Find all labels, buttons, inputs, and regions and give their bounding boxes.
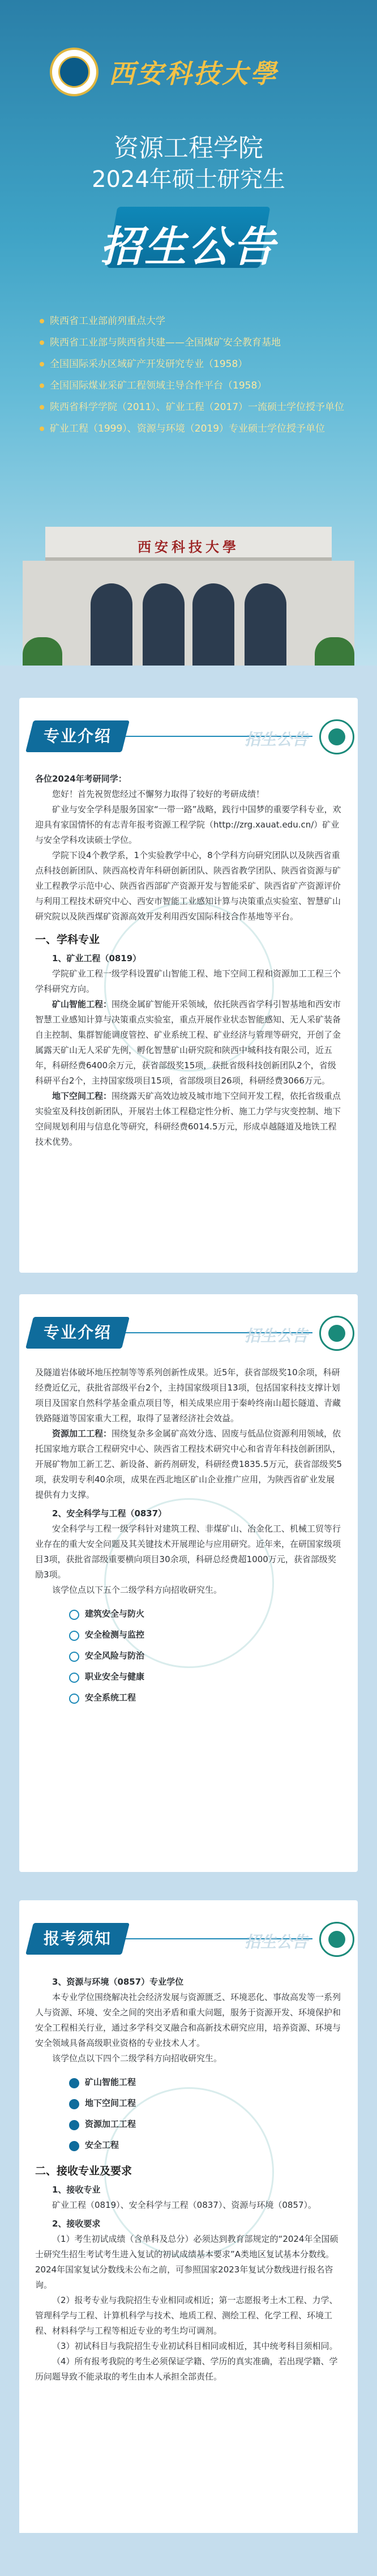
direction-label: 资源加工工程： bbox=[52, 1428, 112, 1439]
section-body bbox=[35, 1365, 343, 1714]
gate-body bbox=[23, 561, 354, 666]
paragraph: 矿业与安全学科是服务国家“一带一路”战略，践行中国梦的重要学科专业，欢迎具有家国情怀的有志青年报考资源工程学院（http://zrg.xauat.edu.cn/）矿业与安全学科攻读硕士学位。 bbox=[35, 804, 341, 845]
subheading: 2、接收要求 bbox=[52, 2219, 101, 2229]
paragraph: 矿业工程（0819）、安全科学与工程（0837）、资源与环境（0857）。 bbox=[52, 2200, 317, 2210]
page-footer-band bbox=[0, 2533, 377, 2576]
paragraph: 该学位点以下五个二级学科方向招收研究生。 bbox=[52, 1585, 222, 1595]
section-title: 专业介绍 bbox=[43, 1323, 112, 1342]
direction-label: 地下空间工程： bbox=[52, 1091, 112, 1101]
paragraph: 围绕复杂多金属矿高效分选、固废与低品位资源利用领域，依托国家地方联合工程研究中心、陕西省工程技术研究中心和省青年科技创新团队，开展矿物加工新工艺、新设备、新药剂研发，科研经费1835.5万元，获省部级奖5项，获发明专利40余项，成果在西北地区矿山企业推广应用，为陕西省矿业发展提供有力支撑。 bbox=[35, 1428, 342, 1500]
paragraph: 本专业学位围绕解决社会经济发展与资源匮乏、环境恶化、事故高发等一系列人与资源、环境、安全之间的突出矛盾和重大问题，服务于资源开发、环境保护和安全工程相关行业，通过多学科交叉融合和高新技术研究应用，培养资源、环境与安全领域具备高级职业资格的专业技术人才。 bbox=[35, 1992, 341, 2048]
heading: 一、学科专业 bbox=[35, 933, 100, 946]
list-item: 矿山智能工程 bbox=[69, 2072, 343, 2093]
college-badge-icon bbox=[319, 1316, 354, 1351]
list-item: 安全风险与防治 bbox=[69, 1645, 343, 1666]
gate-arch bbox=[143, 583, 185, 666]
hero-banner bbox=[0, 0, 377, 666]
honors-list bbox=[40, 310, 344, 440]
section-intro-card-2 bbox=[19, 1294, 358, 1872]
honor-item: 矿业工程（1999）、资源与环境（2019）专业硕士学位授予单位 bbox=[40, 418, 344, 440]
section-ghost-title: 招生公告 bbox=[245, 730, 309, 749]
section-body bbox=[35, 771, 343, 1150]
gate-arch bbox=[91, 583, 132, 666]
tree-icon bbox=[23, 637, 62, 666]
paragraph: （1）考生初试成绩（含单科及总分）必须达到教育部规定的“2024年全国硕士研究生招生考试考生进入复试的初试成绩基本要求”A类地区复试基本分数线。2024年国家复试分数线未公布之前，可参照国家2023年复试分数线进行报名咨询。 bbox=[35, 2234, 339, 2290]
direction-list bbox=[69, 2072, 343, 2156]
list-item: 职业安全与健康 bbox=[69, 1666, 343, 1687]
school-emblem-icon bbox=[50, 48, 98, 96]
section-header bbox=[29, 1923, 352, 1955]
section-ghost-title: 招生公告 bbox=[245, 1327, 309, 1345]
list-item: 地下空间工程 bbox=[69, 2093, 343, 2114]
section-requirements-card bbox=[19, 1900, 358, 2576]
tree-icon bbox=[315, 637, 354, 666]
honor-item: 全国国际煤业采矿工程领域主导合作平台（1958） bbox=[40, 375, 344, 396]
section-title: 报考须知 bbox=[43, 1929, 112, 1948]
hero-subtitle: 2024年硕士研究生 bbox=[92, 167, 285, 193]
paragraph: 学院矿业工程一级学科设置矿山智能工程、地下空间工程和资源加工工程三个学科研究方向。 bbox=[35, 969, 341, 994]
heading: 二、接收专业及要求 bbox=[35, 2165, 132, 2177]
paragraph: 围绕露天矿高效边坡及城市地下空间开发工程，依托省级重点实验室及科技创新团队，开展岩土体工程稳定性分析、施工力学与灾变控制、地下空间规划利用与信息化等研究，科研经费6014.5万元，形成卓越隧道及地铁工程技术优势。 bbox=[35, 1091, 341, 1147]
college-badge-icon bbox=[319, 719, 354, 754]
section-title: 专业介绍 bbox=[43, 727, 112, 745]
paragraph: 及隧道岩体破坏地压控制等等系列创新性成果。近5年，获省部级奖10余项，科研经费近亿元，获批省部级平台2个，主持国家级项目13项，包括国家科技支撑计划项目及国家自然科学基金重点项目等，相关成果应用于秦岭终南山超长隧道、青藏铁路隧道等国家重大工程，取得了显著经济社会效益。 bbox=[35, 1367, 341, 1423]
section-ghost-title: 招生公告 bbox=[245, 1933, 309, 1951]
section-intro-card bbox=[19, 698, 358, 1273]
school-name: 西安科技大學 bbox=[109, 58, 279, 89]
list-item: 资源加工工程 bbox=[69, 2114, 343, 2135]
subheading: 1、接收专业 bbox=[52, 2185, 101, 2195]
section-header bbox=[29, 1317, 352, 1349]
paragraph: （4）所有报考我院的考生必须保证学籍、学历的真实准确，若出现学籍、学历问题导致不能录取的考生由本人承担全部责任。 bbox=[35, 2356, 338, 2382]
section-header bbox=[29, 720, 352, 752]
direction-list bbox=[69, 1603, 343, 1708]
paragraph: 学院下设4个教学系，1个实验教学中心，8个学科方向研究团队以及陕西省重点科技创新团队、陕西高校青年科研创新团队、陕西省教学团队、陕西省资源与矿业工程教学示范中心、陕西省西部矿产资源开发与智能采矿、陕西省矿产资源评价与利用工程技术研究中心、西安市智能工业感知计算与决策重点实验室、智慧矿山研究院以及陕西煤矿资源高效开发利用西安国际科技合作基地等平台。 bbox=[35, 850, 341, 922]
honor-item: 全国国际采办区域矿产开发研究专业（1958） bbox=[40, 353, 344, 375]
gate-arch bbox=[192, 583, 234, 666]
paragraph: 您好！首先祝贺您经过不懈努力取得了较好的考研成绩！ bbox=[52, 789, 265, 799]
page-title: 招生公告 bbox=[100, 223, 277, 271]
gate-sign: 西安科技大學 bbox=[138, 539, 239, 555]
paragraph: （3）初试科目与我院招生专业初试科目相同或相近，其中统考科目须相同。 bbox=[52, 2341, 338, 2351]
gate-arch bbox=[245, 583, 286, 666]
honor-item: 陕西省科学学院（2011）、矿业工程（2017）一流硕士学位授予单位 bbox=[40, 396, 344, 418]
school-logo-row bbox=[50, 48, 279, 96]
honor-item: 陕西省工业部与陕西省共建——全国煤矿安全教育基地 bbox=[40, 332, 344, 353]
list-item: 安全检测与监控 bbox=[69, 1624, 343, 1645]
paragraph: 该学位点以下四个二级学科方向招收研究生。 bbox=[52, 2053, 222, 2063]
paragraph: （2）报考专业与我院招生专业相同或相近；第一志愿报考土木工程、力学、管理科学与工程、计算机科学与技术、地质工程、测绘工程、化学工程、环境工程、材料科学与工程等相近专业的考生均可调剂。 bbox=[35, 2295, 338, 2336]
subheading: 3、资源与环境（0857）专业学位 bbox=[52, 1977, 184, 1987]
list-item: 安全工程 bbox=[69, 2135, 343, 2156]
list-item: 安全系统工程 bbox=[69, 1687, 343, 1708]
direction-label: 矿山智能工程： bbox=[52, 999, 112, 1009]
college-badge-icon bbox=[319, 1922, 354, 1957]
honor-item: 陕西省工业部前列重点大学 bbox=[40, 310, 344, 332]
paragraph: 围绕金属矿智能开采领域，依托陕西省学科引智基地和西安市智慧工业感知计算与决策重点实验室，重点开展作业状态智能感知、无人采矿装备自主控制、集群智能调度管控、矿业系统工程、矿业经济与管理等研究，开创了金属露天矿山无人采矿先例，孵化智慧矿山研究院和陕西中城科技有限公司，近五年，科研经费6400余万元，获省部级奖15项，获批省级科技创新团队2个，省级科研平台2个，主持国家级项目15项，省部级项目26项，科研经费3066万元。 bbox=[35, 999, 341, 1086]
subheading: 1、矿业工程（0819） bbox=[52, 953, 142, 963]
subheading: 2、安全科学与工程（0837） bbox=[52, 1508, 167, 1519]
section-body bbox=[35, 1971, 343, 2385]
paragraph: 安全科学与工程一级学科针对建筑工程、非煤矿山、冶金化工、机械工贸等行业存在的重大安全问题及其关键技术开展理论与应用研究。近年来，在研国家级项目3项，获批省部级重要横向项目30余项，科研总经费超1000万元，获省部级奖励3项。 bbox=[35, 1524, 341, 1580]
campus-gate-illustration bbox=[23, 527, 354, 666]
greeting: 各位2024年考研同学： bbox=[35, 774, 127, 784]
list-item: 建筑安全与防火 bbox=[69, 1603, 343, 1624]
college-name: 资源工程学院 bbox=[114, 134, 263, 163]
